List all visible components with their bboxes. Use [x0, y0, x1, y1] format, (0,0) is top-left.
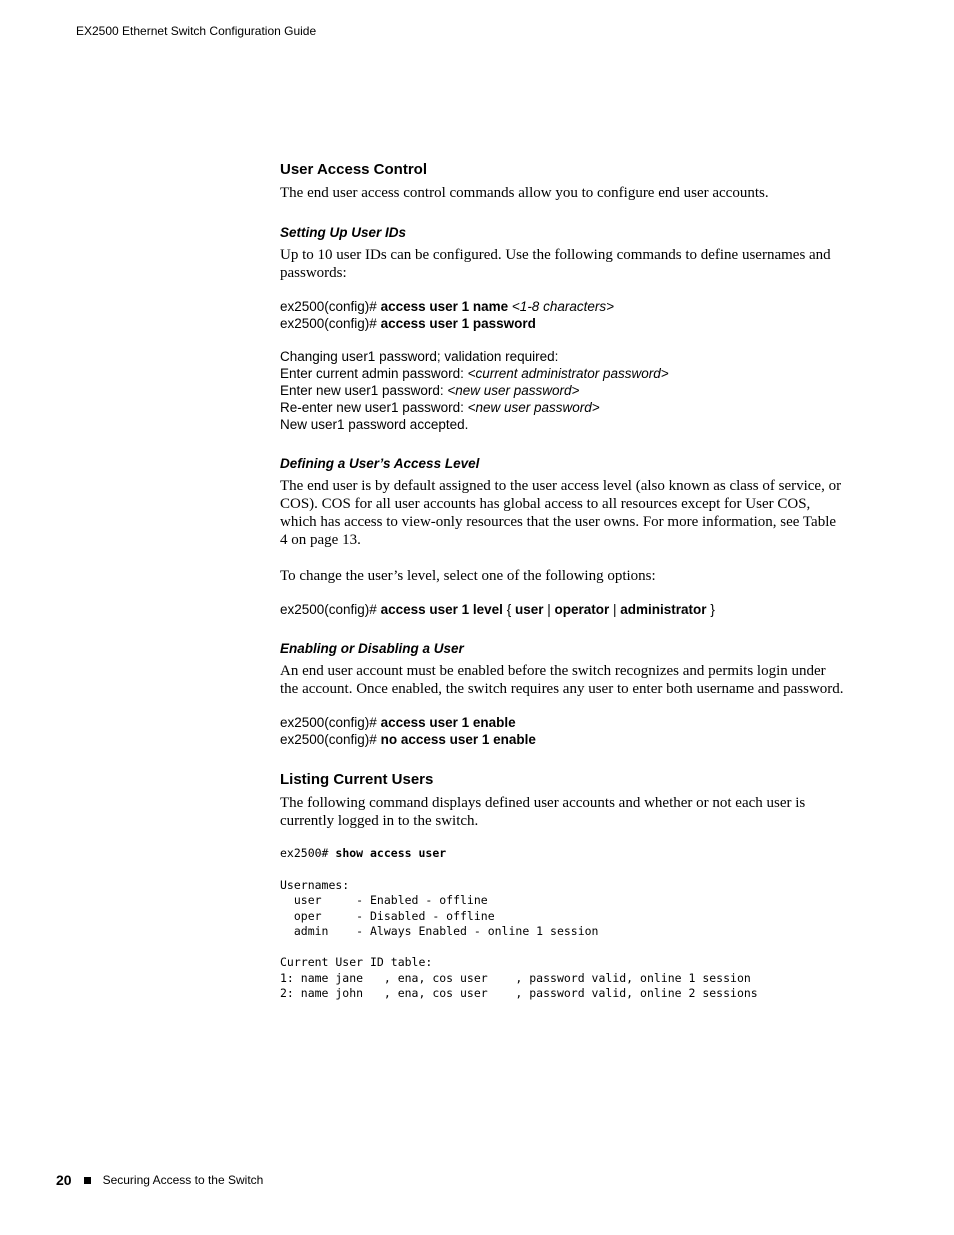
subsection-title-access-level: Defining a User’s Access Level	[280, 456, 480, 471]
command-line-disable: ex2500(config)# no access user 1 enable	[280, 732, 536, 747]
page-footer	[56, 1172, 263, 1188]
command-line-enable: ex2500(config)# access user 1 enable	[280, 715, 516, 730]
setting-up-paragraph: Up to 10 user IDs can be configured. Use the following commands to define usernames and passwords:	[280, 247, 831, 281]
output-line: New user1 password accepted.	[280, 417, 469, 432]
output-line: Changing user1 password; validation required:	[280, 349, 559, 364]
output-line: user - Enabled - offline	[280, 893, 488, 907]
section-title-listing-users: Listing Current Users	[280, 771, 434, 788]
subsection-title-setting-up-user-ids: Setting Up User IDs	[280, 225, 407, 240]
enabling-paragraph: An end user account must be enabled before the switch recognizes and permits login under the account. Once enabled, the switch requires any user to enter both username and password.	[280, 663, 844, 697]
access-level-paragraph: The end user is by default assigned to the user access level (also known as class of service, or COS). COS for all user accounts has global access to all resources except for User COS, which has access to view-only resources that the user owns. For more information, see Table 4 on page 13.	[280, 478, 842, 548]
command-line-name: ex2500(config)# access user 1 name <1-8 characters>	[280, 299, 614, 314]
output-line: Enter new user1 password: <new user password>	[280, 383, 580, 398]
output-line: Re-enter new user1 password: <new user password>	[280, 400, 600, 415]
command-line-level: ex2500(config)# access user 1 level { user | operator | administrator }	[280, 602, 715, 617]
footer-section-title: Securing Access to the Switch	[102, 1173, 264, 1187]
listing-paragraph: The following command displays defined user accounts and whether or not each user is currently logged in to the switch.	[280, 795, 806, 829]
command-output-block	[280, 878, 845, 1002]
user-access-intro: The end user access control commands allow you to configure end user accounts.	[280, 185, 769, 201]
square-bullet-icon	[84, 1177, 91, 1184]
command-line-show-access-user: ex2500# show access user	[280, 846, 447, 860]
page-number: 20	[56, 1172, 72, 1188]
access-level-options-intro: To change the user’s level, select one of the following options:	[280, 568, 656, 584]
running-header: EX2500 Ethernet Switch Configuration Guide	[76, 24, 317, 38]
output-line: Enter current admin password: <current administrator password>	[280, 366, 669, 381]
page-content	[280, 160, 845, 1002]
output-line: 1: name jane , ena, cos user , password valid, online 1 session	[280, 970, 751, 985]
output-line: oper - Disabled - offline	[280, 908, 495, 923]
subsection-title-enabling: Enabling or Disabling a User	[280, 641, 464, 656]
output-line: Current User ID table:	[280, 955, 433, 969]
output-line	[280, 940, 845, 956]
command-line-password: ex2500(config)# access user 1 password	[280, 316, 536, 331]
output-line: admin - Always Enabled - online 1 session	[280, 924, 599, 938]
output-line: Usernames:	[280, 877, 350, 892]
output-line: 2: name john , ena, cos user , password valid, online 2 sessions	[280, 986, 758, 1000]
section-title-user-access-control: User Access Control	[280, 161, 427, 178]
